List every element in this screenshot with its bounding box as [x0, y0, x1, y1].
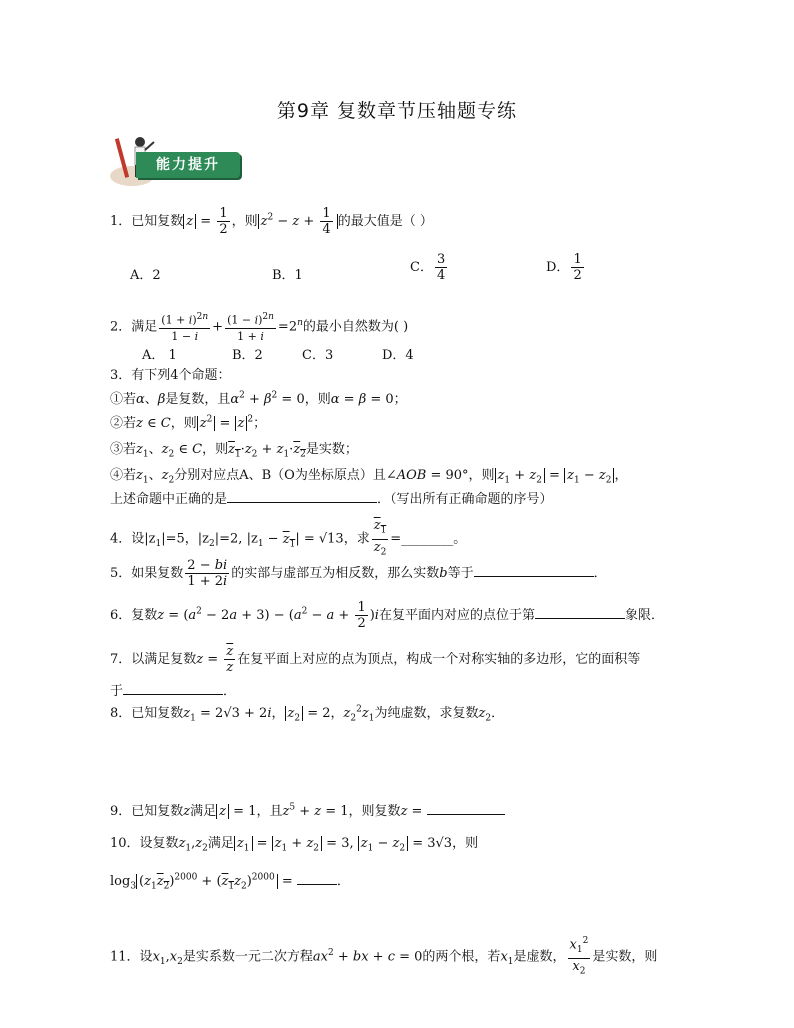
q1-option-d: D． $\frac{1}{2}$ [546, 252, 582, 283]
q2-option-b: B．2 [232, 348, 263, 363]
question-6: 6．复数$z = (a^2 - 2a + 3) - (a^2 - a$ + $\frac{1}{2}$ )i在复平面内对应的点位于第 象限． [110, 600, 664, 631]
q3-answer-blank[interactable] [227, 489, 377, 503]
question-3-prop-4: ④若$z_1$、$z_2$分别对应点A、B（O为坐标原点）且∠AOB = 90°，则 $z_1 + z_2 = z_1 - z_2$ ， [110, 468, 628, 486]
question-3-prop-2: ②若z ∈ C，则 $z^2 = z$ $^2$； [110, 414, 267, 431]
question-3-prop-3: ③若$z_1$、$z_2$ ∈ C，则$z_1\cdot z_2 + z_1\cdot z_2$是实数； [110, 442, 358, 460]
q9-answer-blank[interactable] [427, 801, 505, 815]
q2-option-d: D．4 [382, 348, 414, 363]
q2-option-a: A． 1 [142, 348, 177, 363]
q1-option-b: B．1 [272, 268, 303, 283]
q5-answer-blank[interactable] [474, 563, 594, 577]
question-10: 10．设复数$z_1,z_2$满足 $z_1 = z_1 + z_2 = 3$, $z_1 - z_2 = 3√3$，则 [110, 836, 479, 854]
q6-answer-blank[interactable] [535, 605, 625, 619]
question-3-head: 3．有下列4个命题： [110, 368, 231, 383]
q10-answer-blank[interactable] [297, 871, 337, 885]
section-badge [106, 132, 246, 190]
question-3-prop-1: ①若α、β是复数，且$\alpha^2 + \beta^2 = 0$，则α = β = 0； [110, 390, 407, 407]
question-3-tail: 上述命题中正确的是 ．（写出所有正确命题的序号） [110, 488, 553, 507]
question-4: 4．设$|z_1|=5$，$|z_2|=2$, $|z_1 - z_1| = √13$，求 $\frac{z_1}{z_2}$ =________。 [110, 518, 467, 558]
question-1: 1．已知复数 z = $\frac{1}{2}$ ，则 $z^2 - z$ + $\frac{1}{4}$ 的最大值是（ ） [110, 206, 433, 237]
q1-option-a: A．2 [130, 268, 161, 283]
question-5: 5．如果复数 $\frac{2 - bi}{1 + 2i}$ 的实部与虚部互为相反数，那么实数b等于 ． [110, 558, 607, 589]
q2-option-c: C．3 [302, 348, 334, 363]
q1-option-c: C． $\frac{3}{4}$ [410, 252, 446, 283]
question-10-expr: $\log_3 (z_1z_2)^{2000} + (z_1z_2)^{2000}$ = ． [110, 872, 350, 892]
ability-badge-label: 能力提升 [136, 152, 240, 178]
question-8: 8．已知复数$z_1 = 2√3 + 2i$， $z_2 = 2$，$z_2^2z_1$为纯虚数，求复数$z_2$． [110, 704, 505, 724]
page-title: 第9章 复数章节压轴题专练 [276, 100, 518, 122]
question-11: 11．设$x_1,x_2$是实系数一元二次方程$ax^2$ + bx + c = 0的两个根，若$x_1$是虚数， $\frac{x_1^2}{x_2}$ 是实数，则 [110, 936, 658, 977]
question-7: 7．以满足复数z = $\frac{\overline{z}}{z}$ 在复平面上对应的点为顶点，构成一个对称实轴的多边形，它的面积等 [110, 644, 641, 675]
question-9: 9．已知复数z满足 z = 1，且$z^5 + z = 1$，则复数z = [110, 800, 505, 819]
question-2: 2．满足 $\frac{(1 + i)^{2n}}{1 - i}$ + $\frac{(1 - i)^{2n}}{1 + i}$ $=2^n$的最小自然数为( ) [110, 312, 409, 343]
q7-answer-blank[interactable] [123, 681, 223, 695]
question-7-tail: 于 ． [110, 680, 236, 699]
